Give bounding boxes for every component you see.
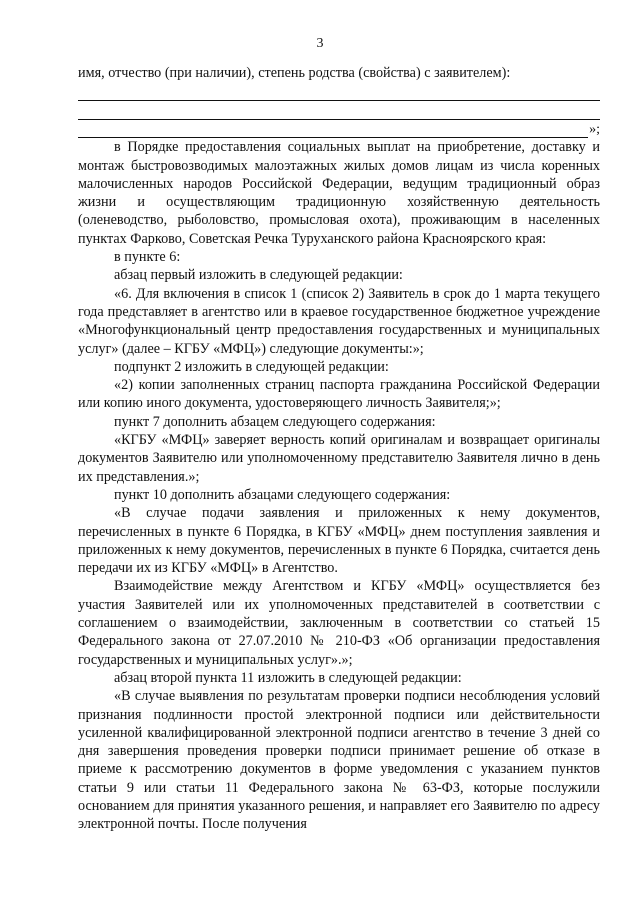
paragraph-2: в пункте 6: xyxy=(114,249,181,266)
document-body xyxy=(78,64,600,834)
blank-line-1 xyxy=(78,82,600,101)
paragraph-6: «2) копии заполненных страниц паспорта гражданина Российской Федерации или копию иного документа, удостоверяющего личность Заявителя;»; xyxy=(78,377,600,412)
paragraph-8: «КГБУ «МФЦ» заверяет верность копий оригиналам и возвращает оригиналы документов Заявителю или уполномоченному представителю Заявителя лично в день их представления.»; xyxy=(78,432,600,485)
paragraph-11: Взаимодействие между Агентством и КГБУ «МФЦ» осуществляется без участия Заявителей или их уполномоченных представителей в соответствии с соглашением о взаимодействии, заключенным в соответствии со статьей 15 Федерального закона от 27.07.2010 № 210-ФЗ «Об организации предоставления государственных и муниципальных услуг».»; xyxy=(78,578,600,668)
paragraph-7: пункт 7 дополнить абзацем следующего содержания: xyxy=(114,413,436,430)
paragraph-10: «В случае подачи заявления и приложенных к нему документов, перечисленных в пункте 6 Порядка, в КГБУ «МФЦ» днем поступления заявления и приложенных к нему документов, перечисленных в пункте 6 Порядка, считается день передачи их из КГБУ «МФЦ» в Агентство. xyxy=(78,505,600,577)
paragraph-9: пункт 10 дополнить абзацами следующего содержания: xyxy=(114,486,451,503)
blank-line-3 xyxy=(78,120,600,138)
paragraph-5: подпункт 2 изложить в следующей редакции: xyxy=(114,358,389,375)
page-number: 3 xyxy=(316,36,324,51)
paragraph-3: абзац первый изложить в следующей редакции: xyxy=(114,267,403,284)
paragraph-1: в Порядке предоставления социальных выплат на приобретение, доставку и монтаж быстровозводимых малоэтажных жилых домов лицам из числа коренных малочисленных народов Российской Федерации, ведущим традиционный образ жизни и осуществляющим традиционную хозяйственную деятельность (оленеводство, рыболовство, промысловая охота), проживающим в населенных пунктах Фарково, Советская Речка Туруханского района Красноярского края: xyxy=(78,139,600,247)
form-field-label: имя, отчество (при наличии), степень родства (свойства) с заявителем): xyxy=(78,65,511,81)
paragraph-12: абзац второй пункта 11 изложить в следующей редакции: xyxy=(114,669,462,686)
paragraph-4: «6. Для включения в список 1 (список 2) Заявитель в срок до 1 марта текущего года представляет в агентство или в краевое государственное бюджетное учреждение «Многофункциональный центр предоставления государственных и муниципальных услуг» (далее – КГБУ «МФЦ») следующие документы:»; xyxy=(78,285,600,357)
form-field-end: »; xyxy=(589,122,600,138)
blank-line-fill xyxy=(78,123,588,138)
blank-line-2 xyxy=(78,101,600,120)
paragraph-13: «В случае выявления по результатам проверки подписи несоблюдения условий признания подлинности простой электронной подписи или действительности усиленной квалифицированной электронной подписи агентство в течение 3 дней со дня завершения проведения проверки подписи принимает решение об отказе в приеме к рассмотрению документов в форме уведомления с указанием пунктов статьи 9 или статьи 11 Федерального закона № 63-ФЗ, которые послужили основанием для принятия указанного решения, и направляет его Заявителю по адресу электронной почты. После получения xyxy=(78,688,600,833)
